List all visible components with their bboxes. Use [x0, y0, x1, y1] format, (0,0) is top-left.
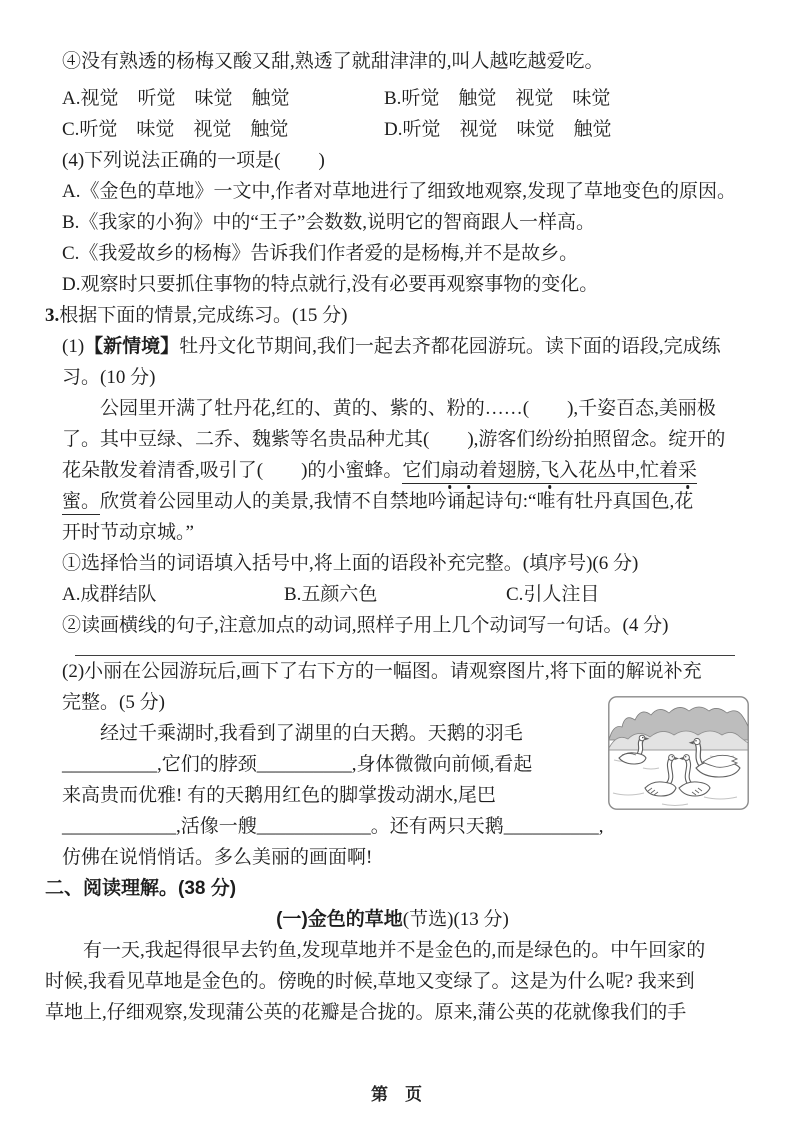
item4-4-option-b: B.《我家的小狗》中的“王子”会数数,说明它的智商跟人一样高。 [62, 212, 596, 233]
swan-text-line3: 来高贵而优雅! 有的天鹅用红色的脚掌拨动湖水,尾巴 [62, 785, 496, 806]
part1-text: 牡丹文化节期间,我们一起去齐都花园游玩。读下面的语段,完成练 [179, 336, 721, 357]
subq1-stem: ①选择恰当的词语填入括号中,将上面的语段补充完整。(填序号)(6 分) [62, 553, 639, 574]
passage-line2: 了。其中豆绿、二乔、魏紫等名贵品种尤其( ),游客们纷纷拍照留念。绽开的 [62, 429, 726, 450]
passage-line1: 公园里开满了牡丹花,红的、黄的、紫的、粉的……( ),千姿百态,美丽极 [100, 398, 716, 419]
dotted-verb-shan: 扇 [440, 460, 459, 484]
reading1-title [45, 904, 740, 935]
part2-text: 小丽在公园游玩后,画下了右下方的一幅图。请观察图片,将下面的解说补充 [84, 661, 702, 682]
swan-illustration [608, 696, 749, 810]
sense-option-a: A.视觉 听觉 味觉 触觉 [62, 88, 290, 109]
word-options-row [45, 579, 740, 610]
item4-4-option-c: C.《我爱故乡的杨梅》告诉我们作者爱的是杨梅,并不是故乡。 [62, 243, 579, 264]
sense-option-d: D.听觉 视觉 味觉 触觉 [384, 119, 612, 140]
sense-option-c: C.听觉 味觉 视觉 触觉 [62, 119, 289, 140]
swan-text-line4: ____________,活像一艘____________。还有两只天鹅__________, [62, 816, 604, 837]
sense-option-b: B.听觉 触觉 视觉 味觉 [384, 88, 611, 109]
word-option-a: A.成群结队 [62, 584, 157, 605]
question3-text: 根据下面的情景,完成练习。(15 分) [59, 305, 348, 326]
dotted-verb-cai: 采 [678, 460, 697, 484]
passage-line3-pre: 花朵散发着清香,吸引了( )的小蜜蜂。 [62, 460, 403, 481]
item4-stem: ④没有熟透的杨梅又酸又甜,熟透了就甜津津的,叫人越吃越爱吃。 [62, 51, 604, 72]
passage-line5: 开时节动京城。” [62, 522, 194, 543]
q3-part1-line1 [45, 331, 740, 362]
page-content [45, 46, 740, 1028]
item4-4-option-a: A.《金色的草地》一文中,作者对草地进行了细致地观察,发现了草地变色的原因。 [62, 181, 736, 202]
word-option-b: B.五颜六色 [284, 584, 378, 605]
swan-text-line5: 仿佛在说悄悄话。多么美丽的画面啊! [62, 847, 373, 868]
reading1-para-line2: 时候,我看见草地是金色的。傍晚的时候,草地又变绿了。这是为什么呢? 我来到 [45, 971, 695, 992]
question3-stem [45, 300, 740, 331]
part1-tag: 【新情境】 [84, 336, 180, 357]
underlined-seg1: 它们 [402, 460, 440, 484]
dotted-verb-dong: 动 [459, 460, 478, 484]
underlined-seg3: 入花丛中,忙着 [559, 460, 678, 484]
underlined-seg2: 着翅膀, [478, 460, 540, 484]
swan-text-line1: 经过千乘湖时,我看到了湖里的白天鹅。天鹅的羽毛 [100, 723, 523, 744]
item4-4-option-d: D.观察时只要抓住事物的特点就行,没有必要再观察事物的变化。 [62, 274, 599, 295]
reading1-title-bold: (一)金色的草地 [276, 909, 403, 930]
sense-options-row2 [45, 114, 740, 145]
question3-number: 3. [45, 305, 60, 326]
subq2-stem: ②读画横线的句子,注意加点的动词,照样子用上几个动词写一句话。(4 分) [62, 615, 669, 636]
answer-blank-line [75, 641, 735, 656]
swan-lake-drawing [608, 696, 749, 810]
underlined-seg4: 蜜。 [62, 491, 100, 515]
q3-part2-line2: 完整。(5 分) [62, 692, 165, 713]
passage-line3 [45, 455, 740, 486]
passage-line4 [45, 486, 740, 517]
page-footer: 第 页 [371, 1085, 422, 1104]
word-option-c: C.引人注目 [506, 584, 600, 605]
passage-line4-rest: 欣赏着公园里动人的美景,我情不自禁地吟诵起诗句:“唯有牡丹真国色,花 [100, 491, 694, 512]
sense-options-row1 [45, 83, 740, 114]
section2-heading: 二、阅读理解。(38 分) [45, 878, 237, 899]
q3-part2-line1 [45, 656, 740, 687]
reading1-para-line3: 草地上,仔细观察,发现蒲公英的花瓣是合拢的。原来,蒲公英的花就像我们的手 [45, 1002, 687, 1023]
part1-label: (1) [62, 336, 85, 357]
dotted-verb-fei: 飞 [540, 460, 559, 484]
reading1-title-rest: (节选)(13 分) [402, 909, 509, 930]
item4-4-stem: (4)下列说法正确的一项是( ) [62, 150, 325, 171]
part2-label: (2) [62, 661, 85, 682]
swan-text-line2: __________,它们的脖颈__________,身体微微向前倾,看起 [62, 754, 533, 775]
q3-part1-line2: 习。(10 分) [62, 367, 156, 388]
reading1-para-line1: 有一天,我起得很早去钓鱼,发现草地并不是金色的,而是绿色的。中午回家的 [83, 940, 706, 961]
